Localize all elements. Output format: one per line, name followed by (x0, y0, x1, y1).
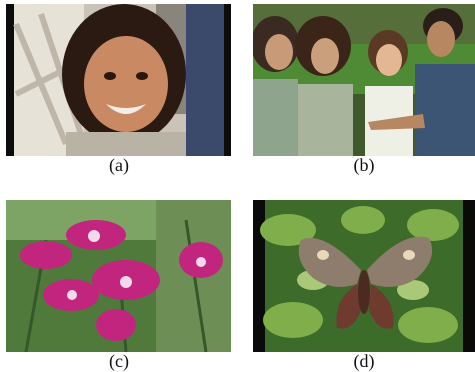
panel-c-caption: (c) (109, 351, 129, 371)
panel-b-image (253, 4, 475, 156)
panel-b-caption: (b) (353, 155, 375, 175)
panel-c-image (6, 200, 231, 352)
panel-a-caption: (a) (109, 155, 129, 175)
panel-d-image (253, 200, 475, 352)
panel-a-image (6, 4, 231, 156)
panel-d-caption: (d) (353, 351, 375, 371)
